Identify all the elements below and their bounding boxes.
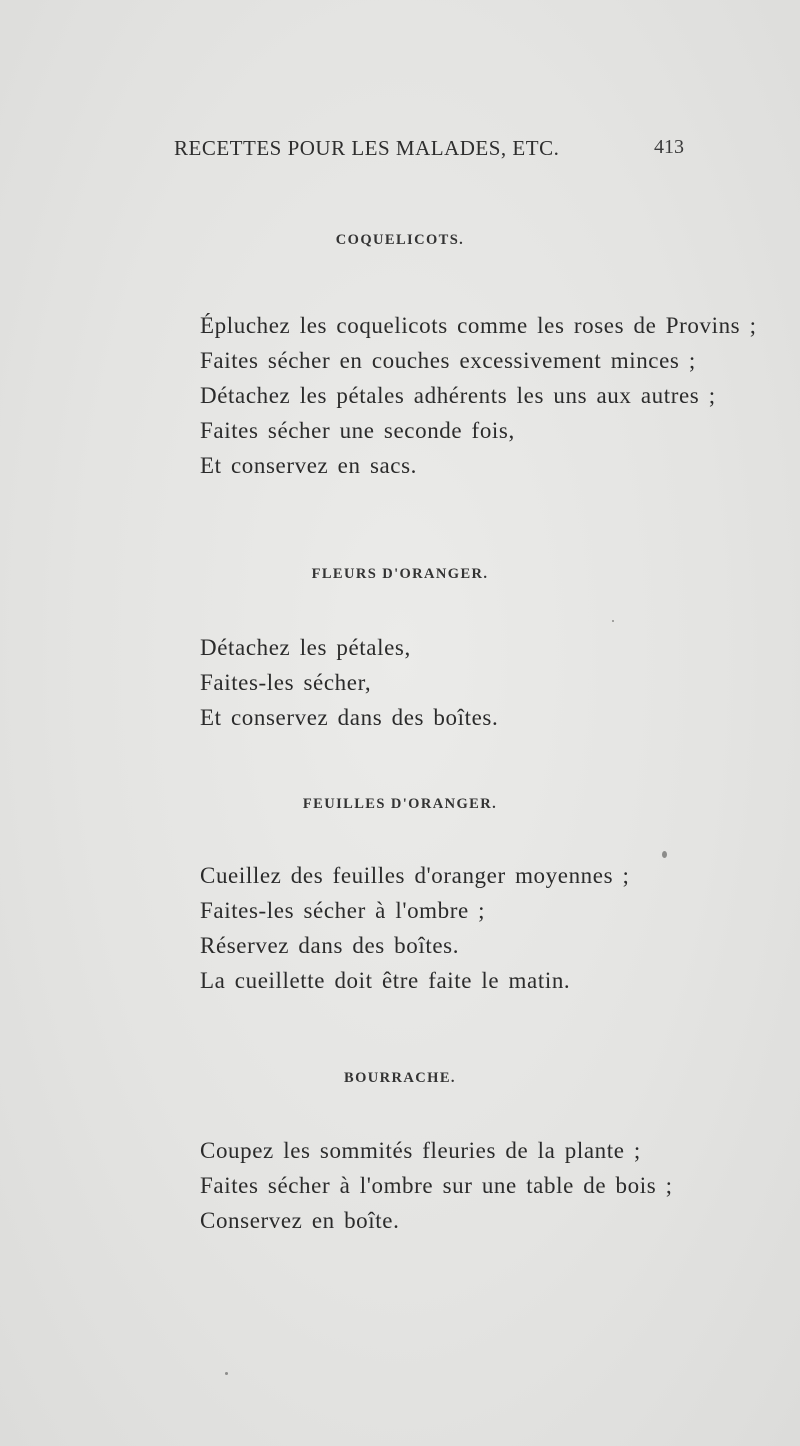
text-line: Coupez les sommités fleuries de la plante ; [200, 1138, 641, 1163]
text-line: Faites sécher une seconde fois, [200, 418, 515, 443]
text-line: Faites-les sécher, [200, 670, 372, 695]
text-line: Détachez les pétales adhérents les uns aux autres ; [200, 383, 716, 408]
text-line: Faites-les sécher à l'ombre ; [200, 898, 486, 923]
text-line: Faites sécher à l'ombre sur une table de bois ; [200, 1173, 673, 1198]
text-line: Épluchez les coquelicots comme les roses de Provins ; [200, 313, 757, 338]
text-line: Faites sécher en couches excessivement minces ; [200, 348, 696, 373]
section-title-coquelicots: COQUELICOTS. [335, 232, 465, 248]
section-body-fleurs-d-oranger [200, 630, 700, 735]
section-body-coquelicots [200, 308, 757, 483]
text-line: Conservez en boîte. [200, 1208, 400, 1233]
section-title-bourrache: BOURRACHE. [344, 1070, 456, 1086]
text-line: Et conservez dans des boîtes. [200, 705, 499, 730]
page-number: 413 [654, 136, 684, 158]
section-body-feuilles-d-oranger [200, 858, 700, 998]
paper-speck [662, 851, 667, 858]
section-title-feuilles-d-oranger: FEUILLES D'ORANGER. [302, 796, 498, 812]
section-body-bourrache [200, 1133, 700, 1238]
section-title-fleurs-d-oranger: FLEURS D'ORANGER. [311, 566, 489, 582]
running-head [174, 136, 684, 166]
text-line: Cueillez des feuilles d'oranger moyennes ; [200, 863, 630, 888]
text-line: La cueillette doit être faite le matin. [200, 968, 571, 993]
running-title: RECETTES POUR LES MALADES, ETC. [174, 136, 560, 160]
text-line: Et conservez en sacs. [200, 453, 418, 478]
text-line: Détachez les pétales, [200, 635, 411, 660]
paper-speck [612, 620, 614, 622]
paper-speck [225, 1372, 228, 1375]
text-line: Réservez dans des boîtes. [200, 933, 460, 958]
